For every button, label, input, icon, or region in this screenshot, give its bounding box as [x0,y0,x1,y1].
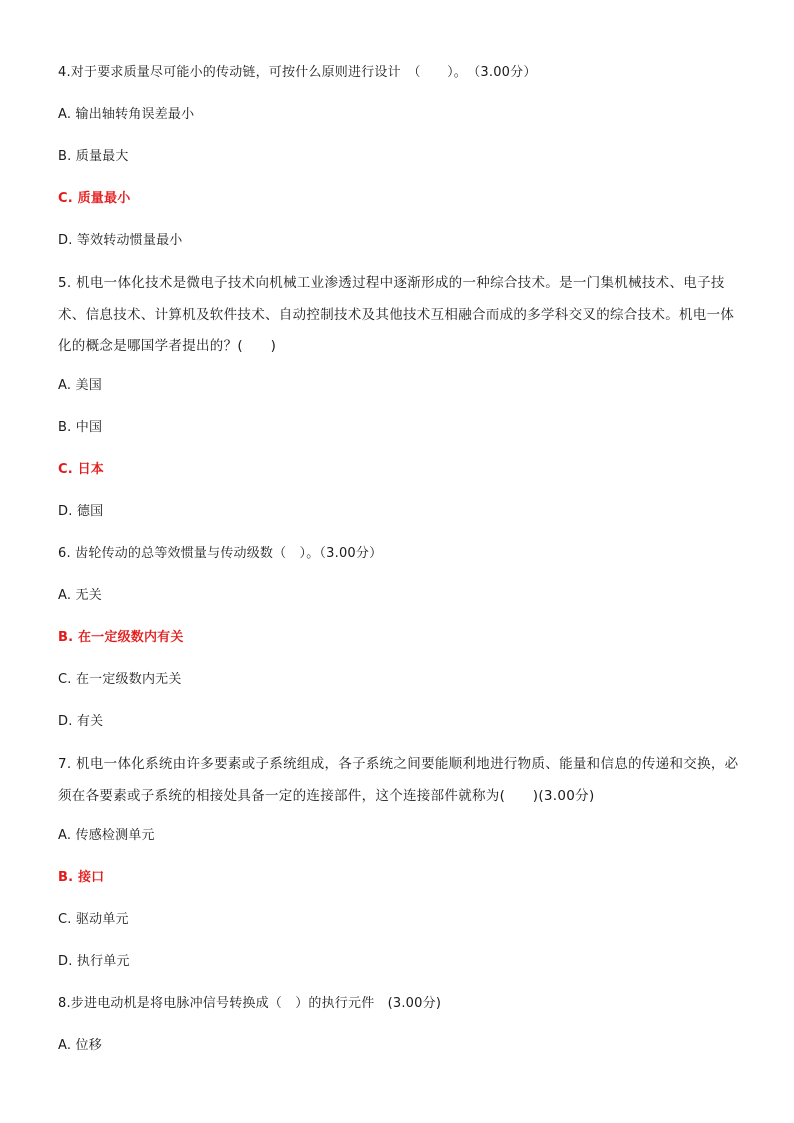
question-7-stem: 7. 机电一体化系统由许多要素或子系统组成，各子系统之间要能顺利地进行物质、能量和信息的传递和交换，必须在各要素或子系统的相接处具备一定的连接部件，这个连接部件就称为( )(3.00分) [58,756,739,804]
question-5-option-d: D. 德国 [58,504,104,519]
question-4-option-b: B. 质量最大 [58,149,129,164]
question-6-option-c: C. 在一定级数内无关 [58,672,182,687]
question-6-option-a: A. 无关 [58,588,102,603]
question-8-option-a: A. 位移 [58,1038,102,1053]
question-4-stem: 4.对于要求质量尽可能小的传动链，可按什么原则进行设计 （ ）。 （3.00分） [58,65,537,80]
question-5-stem: 5. 机电一体化技术是微电子技术向机械工业渗透过程中逐渐形成的一种综合技术。是一门集机械技术、电子技术、信息技术、计算机及软件技术、自动控制技术及其他技术互相融合而成的多学科交叉的综合技术。机电一体化的概念是哪国学者提出的？( ) [58,275,735,354]
question-7-option-d: D. 执行单元 [58,954,130,969]
question-4-option-d: D. 等效转动惯量最小 [58,233,183,248]
question-7-option-b-answer: B. 接口 [58,870,105,885]
question-5-option-b: B. 中国 [58,420,103,435]
question-6-option-d: D. 有关 [58,714,104,729]
question-6-option-b-answer: B. 在一定级数内有关 [58,630,184,645]
question-4-option-a: A. 输出轴转角误差最小 [58,107,195,122]
question-8-stem: 8.步进电动机是将电脉冲信号转换成（ ）的执行元件 (3.00分) [58,996,442,1011]
question-5-option-a: A. 美国 [58,378,102,393]
question-7-option-c: C. 驱动单元 [58,912,129,927]
question-7-option-a: A. 传感检测单元 [58,828,155,843]
question-6-stem: 6. 齿轮传动的总等效惯量与传动级数（ ）。（3.00分） [58,546,383,561]
question-4-option-c-answer: C. 质量最小 [58,191,131,206]
question-5-option-c-answer: C. 日本 [58,462,105,477]
